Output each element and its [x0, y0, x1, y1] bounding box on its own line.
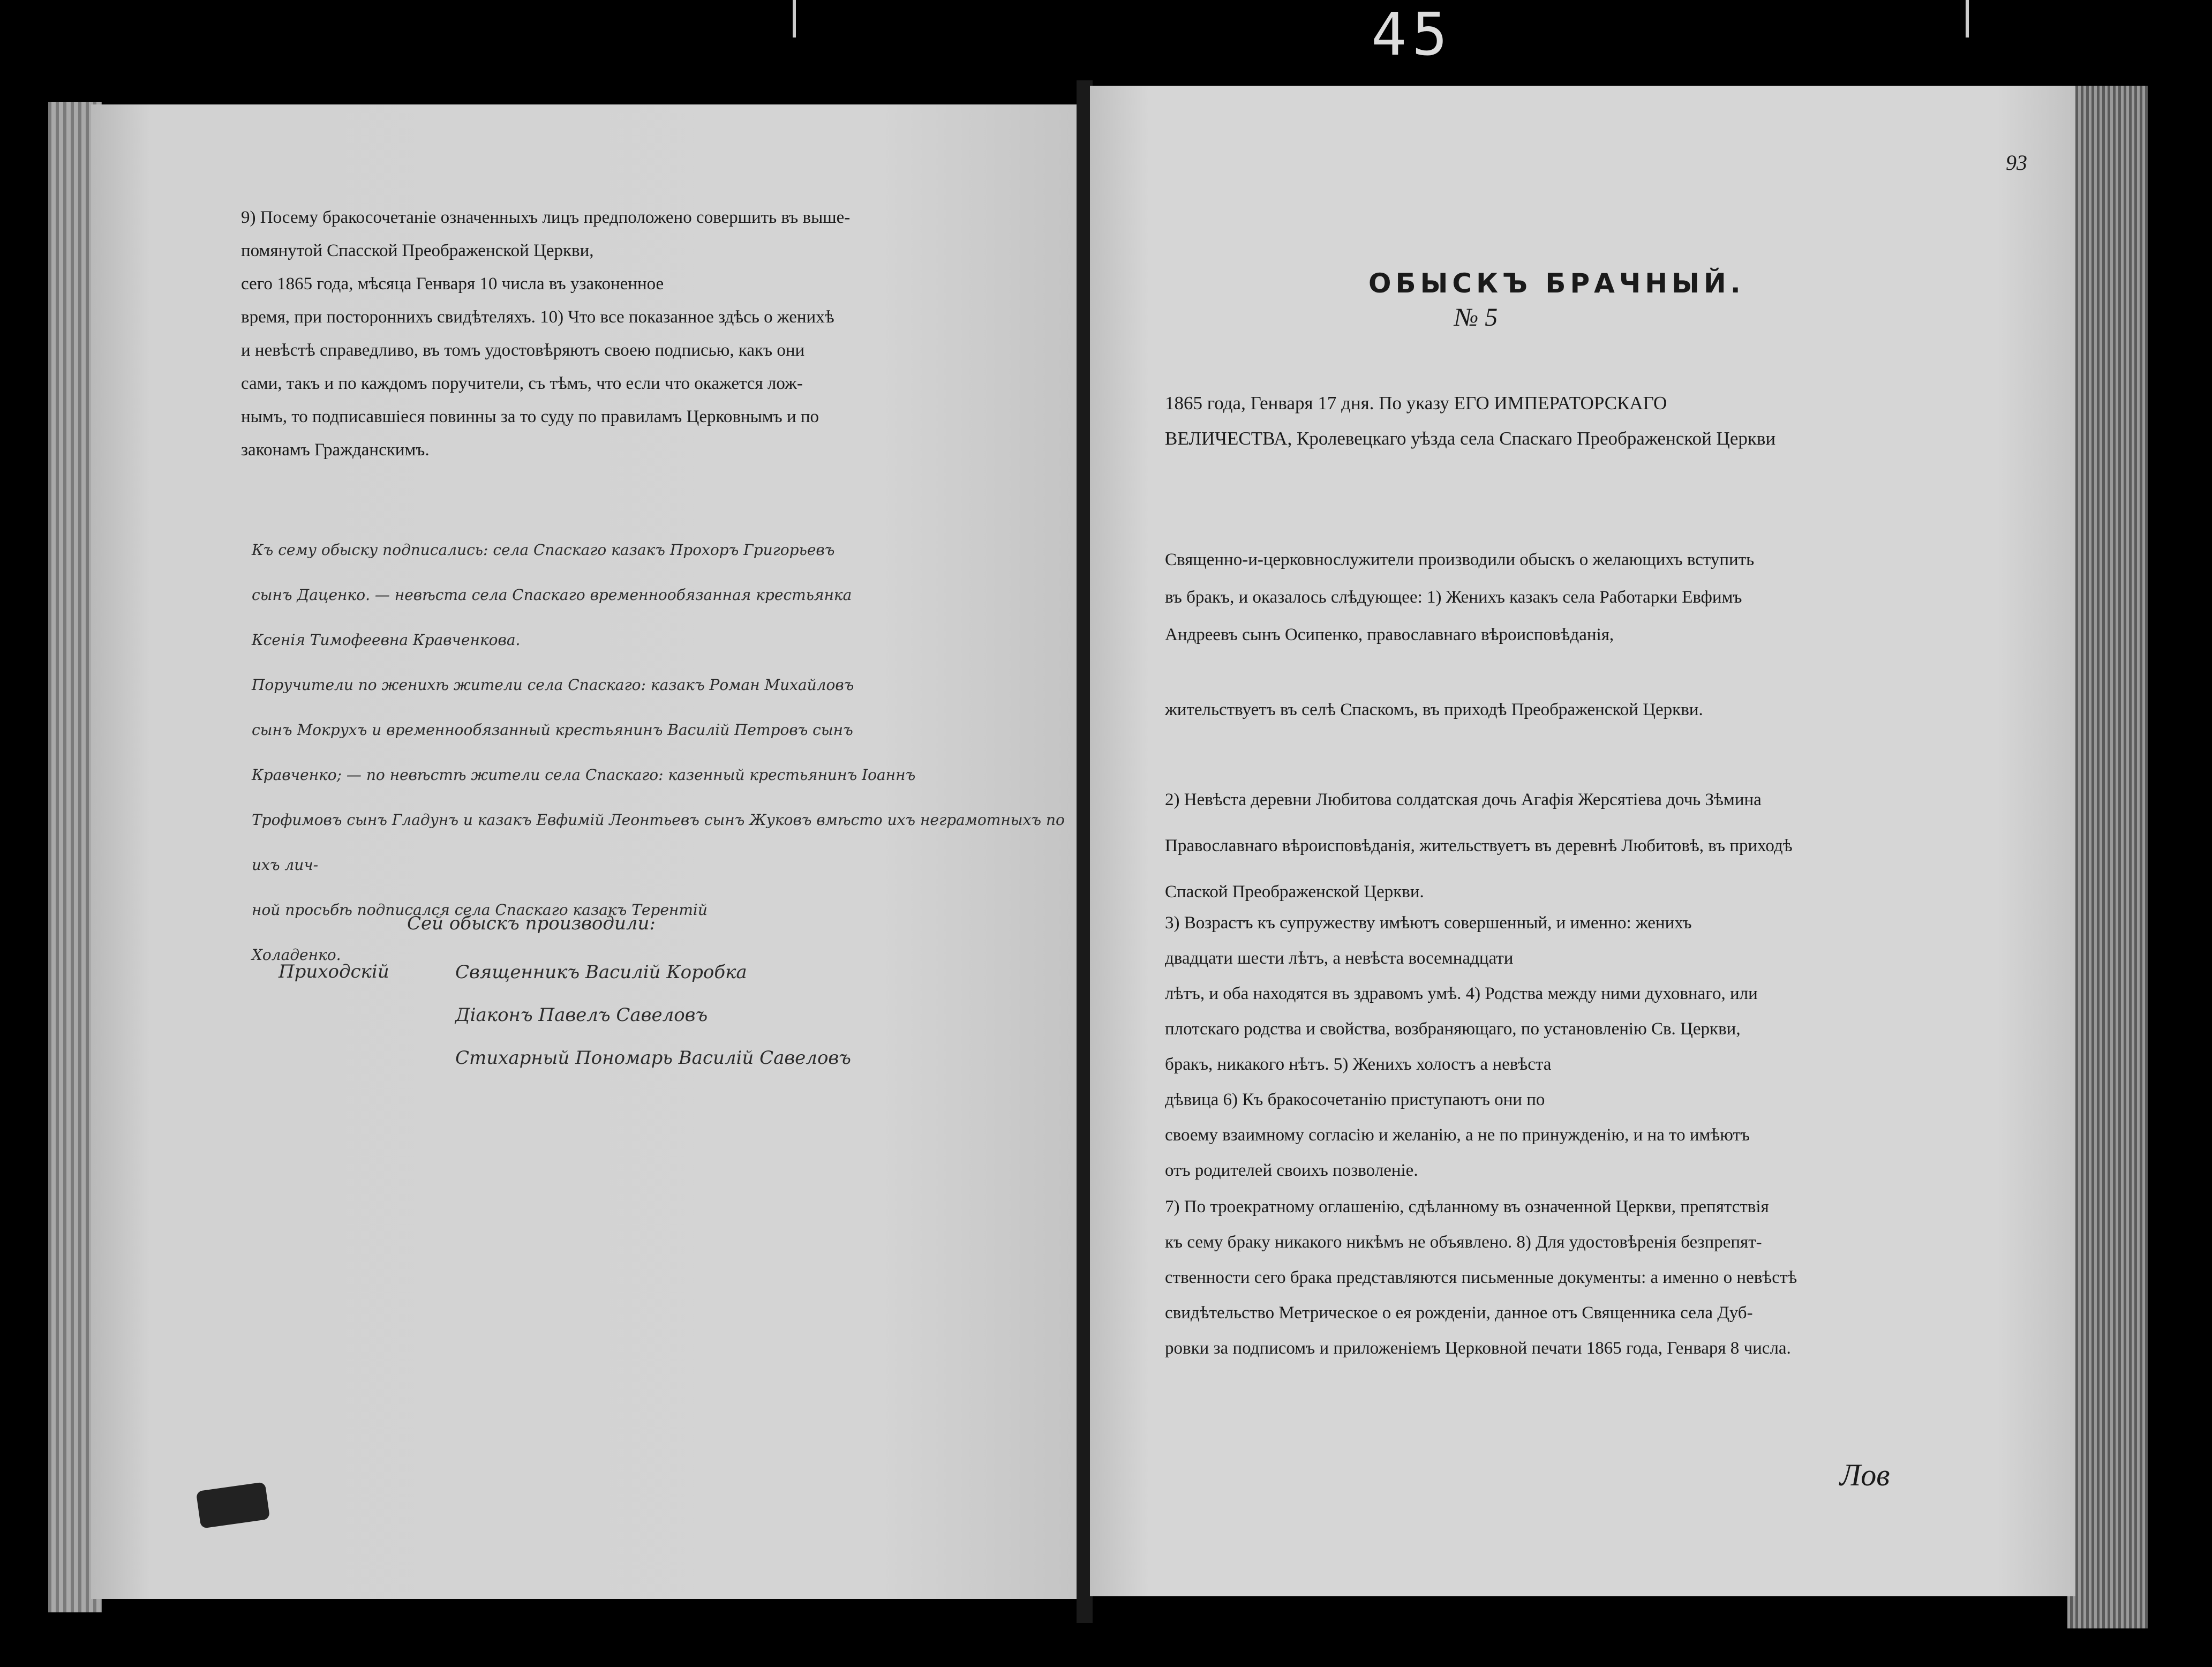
left-handwritten-text: Къ сему обыску подписались: села Спаскаго казакъ Прохоръ Григорьевъ сынъ Даценко. — невѣста села Спаскаго временнообязанная крестьянка Ксенія Тимофеевна Кравченкова. Поручители по женихѣ жители села Спаскаго: казакъ Роман Михайловъ сынъ Мокрухъ и временнообязанный крестьянинъ Василій Петровъ сынъ Кравченко; — по невѣстѣ жители села Спаскаго: казенный крестьянинъ Іоаннъ Трофимовъ сынъ Гладунъ и казакъ Евфимій Леонтьевъ сынъ Жуковъ вмѣсто ихъ неграмотныхъ по ихъ лич- ной просьбѣ подписался села Спаскаго казакъ Терентій Холаденко. — [252, 541, 1065, 964]
right-page — [1090, 86, 2075, 1596]
left-printed-text: 9) Посему бракосочетаніе означенныхъ лицъ предположено совершить въ выше- помянутой Спасской Преображенской Церкви, сего 1865 года, мѣсяца Генваря 10 числа въ узаконенное время, при постороннихъ свидѣтеляхъ. 10) Что все показанное здѣсь о женихѣ и невѣстѣ справедливо, въ томъ удостовѣряютъ своею подписью, какъ они сами, такъ и по каждомъ поручители, съ тѣмъ, что если что окажется лож- нымъ, то подписавшіеся повинны за то суду по правиламъ Церковнымъ и по законамъ Гражданскимъ. — [241, 208, 851, 460]
signatures-role: Приходскій — [279, 961, 389, 982]
paragraph-4: 7) По троекратному оглашенію, сдѣланному въ означенной Церкви, препятствія къ сему браку никакого никѣмъ не объявлено. 8) Для удостовѣренія безпрепят- ственности сего брака представляются письменные документы: а именно о невѣстѣ свидѣтельство Метрическое о ея рожденіи, данное отъ Священника села Дуб- ровки за подписомъ и приложеніемъ Церковной печати 1865 года, Генваря 8 числа. — [1165, 1197, 1797, 1358]
document-title: ОБЫСКЪ БРАЧНЫЙ. — [1368, 268, 1745, 299]
left-page — [91, 104, 1077, 1599]
film-tick-left — [793, 0, 796, 37]
signatures-heading: Сей обыскъ производили: — [407, 913, 656, 934]
page-stack-right — [2067, 86, 2148, 1628]
film-tick-right — [1966, 0, 1969, 37]
paragraph-3: 3) Возрастъ къ супружеству имѣютъ совершенный, и именно: женихъ двадцати шести лѣтъ, а невѣста восемнадцати лѣтъ, и оба находятся въ здравомъ умѣ. 4) Родства между ними духовнаго, или плотскаго родства и свойства, возбраняющаго, по установленію Св. Церкви, бракъ, никакого нѣтъ. 5) Женихъ холостъ а невѣста дѣвица 6) Къ бракосочетанію приступаютъ они по своему взаимному согласію и желанію, а не по принужденію, и на то имѣютъ отъ родителей своихъ позволеніе. — [1165, 913, 1758, 1180]
intro-text: 1865 года, Генваря 17 дня. По указу ЕГО ИМПЕРАТОРСКАГО ВЕЛИЧЕСТВА, Кролевецкаго уѣзда села Спаскаго Преображенской Церкви — [1165, 393, 1776, 449]
paragraph-2: 2) Невѣста деревни Любитова солдатская дочь Агафія Жерсятіева дочь Зѣмина Православнаго вѣроисповѣданія, жительствуетъ въ деревнѣ Любитовѣ, въ приходѣ Спаской Преображенской Церкви. — [1165, 790, 1793, 902]
signatures-list: Священникъ Василій Коробка Діаконъ Павелъ Савеловъ Стихарный Пономарь Василій Савеловъ — [455, 962, 851, 1069]
page-number: 93 — [2006, 151, 2027, 175]
initials-mark: Лов — [1840, 1458, 1890, 1492]
page-clip — [196, 1482, 270, 1528]
paragraph-1: Священно-и-церковнослужители производили обыскъ о желающихъ вступить въ бракъ, и оказалось слѣдующее: 1) Женихъ казакъ села Работарки Евфимъ Андреевъ сынъ Осипенко, православнаго вѣроисповѣданія, жительствуетъ въ селѣ Спаскомъ, въ приходѣ Преображенской Церкви. — [1165, 550, 1755, 719]
document-number: № 5 — [1454, 303, 1498, 332]
frame-number: 45 — [1371, 0, 1453, 69]
